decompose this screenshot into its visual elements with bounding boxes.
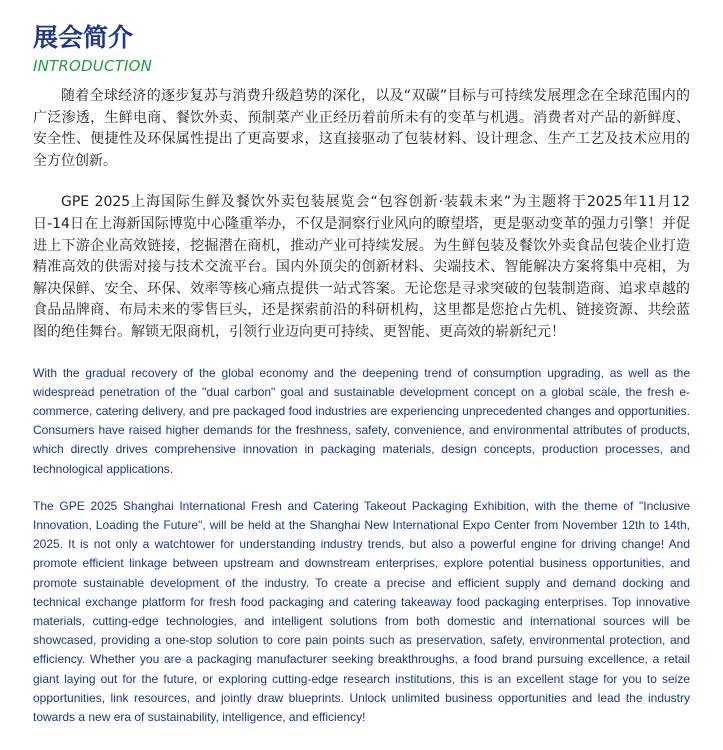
intro-paragraph-zh-1: 随着全球经济的逐步复苏与消费升级趋势的深化，以及“双碳”目标与可持续发展理念在全球范围内的广泛渗透，生鲜电商、餐饮外卖、预制菜产业正经历着前所未有的变革与机遇。消费者对产品的新鲜度、安全性、便捷性及环保属性提出了更高要求，这直接驱动了包装材料、设计理念、生产工艺及技术应用的全方位创新。 bbox=[33, 88, 690, 169]
intro-paragraph-en-2: The GPE 2025 Shanghai International Fresh and Catering Takeout Packaging Exhibition, with the theme of "Inclusive Innovation, Loading the Future", will be held at the Shanghai New International Expo Center from November 12th to 14th, 2025. It is not only a watchtower for understanding industry trends, but also a powerful engine for driving change! And promote efficient linkage between upstream and downstream enterprises, explore potential business opportunities, and promote sustainable development of the industry. To create a precise and efficient supply and demand docking and technical exchange platform for fresh food packaging and catering takeaway food packaging enterprises. Top innovative materials, cutting-edge technologies, and intelligent solutions from both domestic and international sources will be showcased, providing a one-stop solution to core pain points such as preservation, safety, environmental protection, and efficiency. Whether you are a packaging manufacturer seeking breakthroughs, a food brand pursuing excellence, a retail giant laying out for the future, or exploring cutting-edge research institutions, this is an excellent stage for you to seize opportunities, link resources, and jointly draw blueprints. Unlock unlimited business opportunities and lead the industry towards a new era of sustainability, intelligence, and efficiency! bbox=[33, 498, 690, 724]
section-title-english: INTRODUCTION bbox=[33, 57, 153, 75]
intro-paragraph-en-1: With the gradual recovery of the global economy and the deepening trend of consumption upgrading, as well as the widespread penetration of the "dual carbon" goal and sustainable development concept on a global scale, the fresh e-commerce, catering delivery, and pre packaged food industries are experiencing unprecedented changes and opportunities. Consumers have raised higher demands for the freshness, safety, convenience, and environmental attributes of products, which directly drives comprehensive innovation in packaging materials, design concepts, production processes, and technological applications. bbox=[33, 365, 690, 476]
intro-paragraph-zh-2: GPE 2025上海国际生鲜及餐饮外卖包装展览会“包容创新·装载未来”为主题将于2025年11月12日-14日在上海新国际博览中心隆重举办，不仅是洞察行业风向的瞭望塔，更是驱动变革的强力引擎！并促进上下游企业高效链接，挖掘潜在商机，推动产业可持续发展。为生鲜包装及餐饮外卖食品包装企业打造精准高效的供需对接与技术交流平台。国内外顶尖的创新材料、尖端技术、智能解决方案将集中亮相，为解决保鲜、安全、环保、效率等核心痛点提供一站式答案。无论您是寻求突破的包装制造商、追求卓越的食品品牌商、布局未来的零售巨头，还是探索前沿的科研机构，这里都是您抢占先机、链接资源、共绘蓝图的绝佳舞台。解锁无限商机，引领行业迈向更可持续、更智能、更高效的崭新纪元！ bbox=[33, 194, 690, 340]
section-title-chinese: 展会简介 bbox=[33, 23, 134, 52]
